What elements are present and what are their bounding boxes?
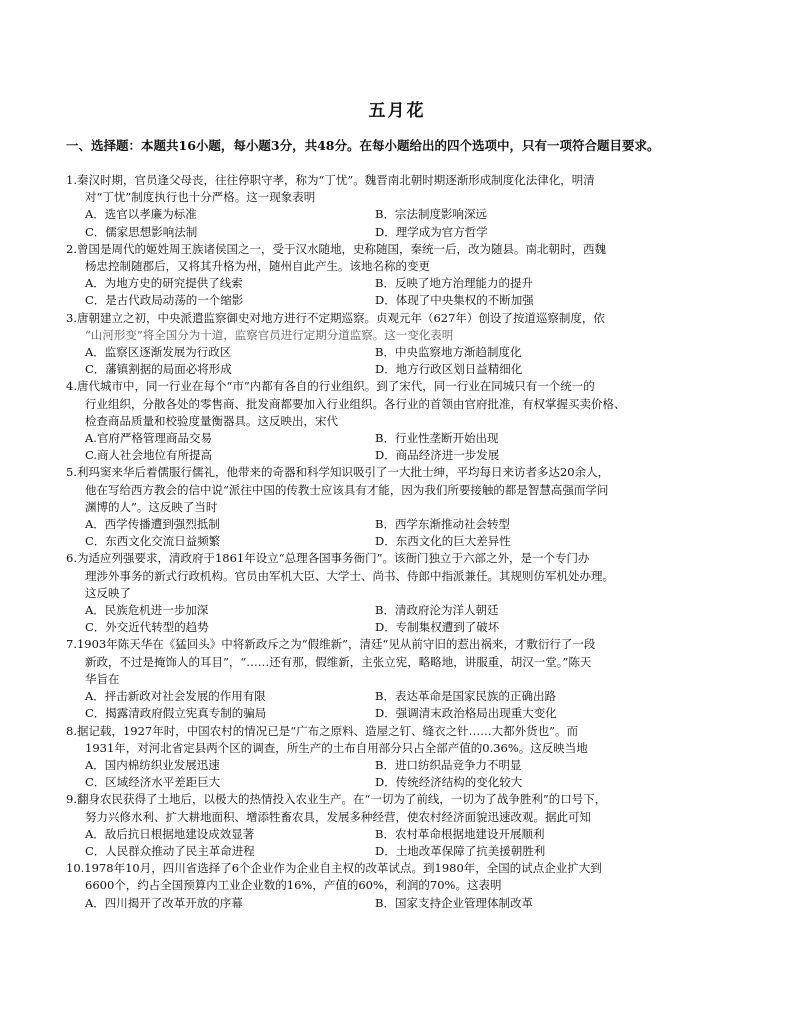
- answer-option[interactable]: D．土地改革保障了抗美援朝胜利: [375, 843, 546, 858]
- answer-option[interactable]: C．是古代政局动荡的一个缩影: [85, 293, 244, 308]
- question-stem-line: 渊博的人”。这反映了当时: [85, 499, 218, 514]
- question-number: 9.: [66, 792, 77, 807]
- answer-option[interactable]: D．强调清末政治格局出现重大变化: [375, 706, 557, 721]
- answer-option[interactable]: A．为地方史的研究提供了线索: [85, 276, 243, 291]
- question-stem-line: 据记载，1927年时，中国农村的情况已是“广布之原料、造屋之钉、缝衣之针……大都外货也”。而: [76, 723, 579, 738]
- answer-options: [66, 757, 756, 791]
- answer-option[interactable]: D．传统经济结构的变化较大: [375, 775, 523, 790]
- question-stem-line: 6600个，约占全国预算内工业企业数的16%，产值的60%，利润的70%。这表明: [85, 878, 502, 893]
- answer-option[interactable]: A．敌后抗日根据地建设成效显著: [85, 826, 255, 841]
- question-list: [66, 172, 756, 912]
- answer-options: [66, 275, 756, 309]
- question-stem-line: 新政，不过是掩饰人的耳目”，“……还有那，假维新，主张立宪，略略地，讲服重，胡汉一堂。”陈天: [85, 654, 592, 669]
- question-stem-line: 1931年，对河北省定县两个区的调查，所生产的土布自用部分只占全部产值的0.36%。这反映当地: [85, 740, 588, 755]
- question-stem-line: 理涉外事务的新式行政机构。官员由军机大臣、大学士、尚书、侍郎中指派兼任。其规则仿军机处办理。: [85, 568, 614, 583]
- answer-option[interactable]: D．专制集权遭到了破坏: [375, 620, 500, 635]
- question-stem-line: 1978年10月，四川省选择了6个企业作为企业自主权的改革试点。到1980年，全国的试点企业扩大到: [84, 861, 602, 876]
- answer-options: [66, 206, 756, 240]
- question-stem-line: 曾国是周代的姬姓周王族诸侯国之一，受于汉水随地，史称随国，秦统一后，改为随县。南北朝时，西魏: [76, 241, 606, 256]
- question-stem-line: 1903年陈天华在《猛回头》中将新政斥之为“假维新”，清廷“见从前守旧的惹出祸来，才敷衍行了一段: [76, 637, 596, 652]
- question-3: [66, 310, 756, 379]
- answer-option[interactable]: B．农村革命根据地建设开展顺利: [375, 826, 545, 841]
- answer-option[interactable]: B．反映了地方治理能力的提升: [375, 276, 533, 291]
- question-number: 7.: [66, 637, 77, 652]
- answer-option[interactable]: D．商品经济进一步发展: [375, 448, 500, 463]
- answer-option[interactable]: A．抨击新政对社会发展的作用有限: [85, 689, 266, 704]
- answer-option[interactable]: C．外交近代转型的趋势: [85, 620, 209, 635]
- answer-option[interactable]: D．东西文化的巨大差异性: [375, 534, 511, 549]
- answer-option[interactable]: B．清政府沦为洋人朝廷: [375, 603, 499, 618]
- answer-option[interactable]: C．区域经济水平差距巨大: [85, 775, 221, 790]
- answer-options: [66, 516, 756, 550]
- answer-option[interactable]: B．中央监察地方渐趋制度化: [375, 345, 522, 360]
- question-number: 5.: [66, 465, 77, 480]
- answer-options: [66, 688, 756, 722]
- answer-option[interactable]: B．表达革命是国家民族的正确出路: [375, 689, 556, 704]
- answer-option[interactable]: B．行业性垄断开始出现: [375, 431, 499, 446]
- question-stem-line: 这反映了: [85, 585, 131, 600]
- question-stem-line: 秦汉时期，官员逢父母丧，往往停职守孝，称为“丁忧”。魏晋南北朝时期逐渐形成制度化法律化，明清: [76, 173, 595, 187]
- question-stem-line: 努力兴修水利、扩大耕地面积、增添牲畜农具，发展多种经营，使农村经济面貌迅速改观。据此可知: [85, 809, 591, 824]
- answer-option[interactable]: C．人民群众推动了民主革命进程: [85, 843, 255, 858]
- answer-option[interactable]: D．地方行政区划日益精细化: [375, 362, 523, 377]
- question-stem-line: 唐朝建立之初，中央派遣监察御史对地方进行不定期巡察。贞观元年（627年）创设了按道巡察制度，依: [76, 310, 605, 325]
- answer-option[interactable]: A．四川揭开了改革开放的序幕: [85, 895, 243, 910]
- question-4: [66, 378, 756, 464]
- question-7: [66, 636, 756, 722]
- answer-options: [66, 430, 756, 464]
- section-instruction: 一、选择题：本题共16小题，每小题3分，共48分。在每小题给出的四个选项中，只有一项符合题目要求。: [66, 138, 660, 153]
- answer-option[interactable]: B．宗法制度影响深远: [375, 207, 487, 222]
- answer-option[interactable]: A．民族危机进一步加深: [85, 603, 209, 618]
- question-stem-line: 利玛窦来华后着儒服行儒礼，他带来的奇器和科学知识吸引了一大批士绅，平均每日来访者多达20余人，: [76, 465, 610, 480]
- question-stem-line: 为适应列强要求，清政府于1861年设立“总理各国事务衙门”。该衙门独立于六部之外，是一个专门办: [76, 551, 590, 566]
- question-stem-line: “山河形变”将全国分为十道，监察官员进行定期分道监察。这一变化表明: [85, 327, 454, 342]
- question-10: [66, 860, 756, 912]
- answer-option[interactable]: B．西学东渐推动社会转型: [375, 517, 510, 532]
- question-6: [66, 550, 756, 636]
- question-number: 1.: [66, 173, 77, 187]
- answer-option[interactable]: A．监察区逐渐发展为行政区: [85, 345, 232, 360]
- answer-option[interactable]: C．儒家思想影响法制: [85, 224, 198, 239]
- page-title: 五月花: [368, 101, 426, 121]
- answer-option[interactable]: D．理学成为官方哲学: [375, 224, 488, 239]
- question-8: [66, 723, 756, 792]
- answer-option[interactable]: A．国内棉纺织业发展迅速: [85, 757, 220, 772]
- answer-options: [66, 344, 756, 378]
- question-stem-line: 对“丁忧”制度执行也十分严格。这一现象表明: [85, 190, 316, 205]
- question-number: 8.: [66, 723, 77, 738]
- question-number: 10.: [66, 861, 85, 876]
- question-stem-line: 他在写给西方教会的信中说“派往中国的传教士应该具有才能，因为我们所要接触的都是智慧高强而学问: [85, 482, 609, 497]
- question-number: 6.: [66, 551, 77, 566]
- question-stem-line: 杨忠控制随郡后，又将其升格为州，随州自此产生。该地名称的变更: [85, 259, 430, 274]
- question-number: 3.: [66, 310, 77, 325]
- answer-option[interactable]: B．国家支持企业管理体制改革: [375, 895, 533, 910]
- answer-option[interactable]: D．体现了中央集权的不断加强: [375, 293, 534, 308]
- answer-option[interactable]: C．藩镇割据的局面必将形成: [85, 362, 232, 377]
- answer-option[interactable]: C.商人社会地位有所提高: [85, 448, 213, 463]
- answer-options: [66, 895, 756, 912]
- answer-option[interactable]: B．进口纺织品竞争力不明显: [375, 757, 522, 772]
- answer-options: [66, 602, 756, 636]
- answer-option[interactable]: A．西学传播遭到强烈抵制: [85, 517, 220, 532]
- answer-option[interactable]: A.官府严格管理商品交易: [85, 431, 212, 446]
- question-stem-line: 行业组织，分散各处的零售商、批发商都要加入行业组织。各行业的首领由官府批准，有权掌握买卖价格、: [85, 396, 626, 411]
- question-stem-line: 华旨在: [85, 671, 120, 686]
- question-number: 2.: [66, 241, 77, 256]
- answer-options: [66, 826, 756, 860]
- answer-option[interactable]: A．选官以孝廉为标准: [85, 207, 197, 222]
- answer-option[interactable]: C．东西文化交流日益频繁: [85, 534, 221, 549]
- question-stem-line: 唐代城市中，同一行业在每个“市”内都有各自的行业组织。到了宋代，同一行业在同城只有一个统一的: [76, 379, 595, 394]
- answer-option[interactable]: C．揭露清政府假立宪真专制的骗局: [85, 706, 267, 721]
- question-number: 4.: [66, 379, 77, 394]
- question-1: [66, 172, 756, 241]
- question-2: [66, 241, 756, 310]
- question-stem-line: 翻身农民获得了土地后，以极大的热情投入农业生产。在“一切为了前线，一切为了战争胜利”的口号下，: [76, 792, 607, 807]
- question-stem-line: 检查商品质量和校验度量衡器具。这反映出，宋代: [85, 413, 338, 428]
- question-9: [66, 791, 756, 860]
- question-5: [66, 464, 756, 550]
